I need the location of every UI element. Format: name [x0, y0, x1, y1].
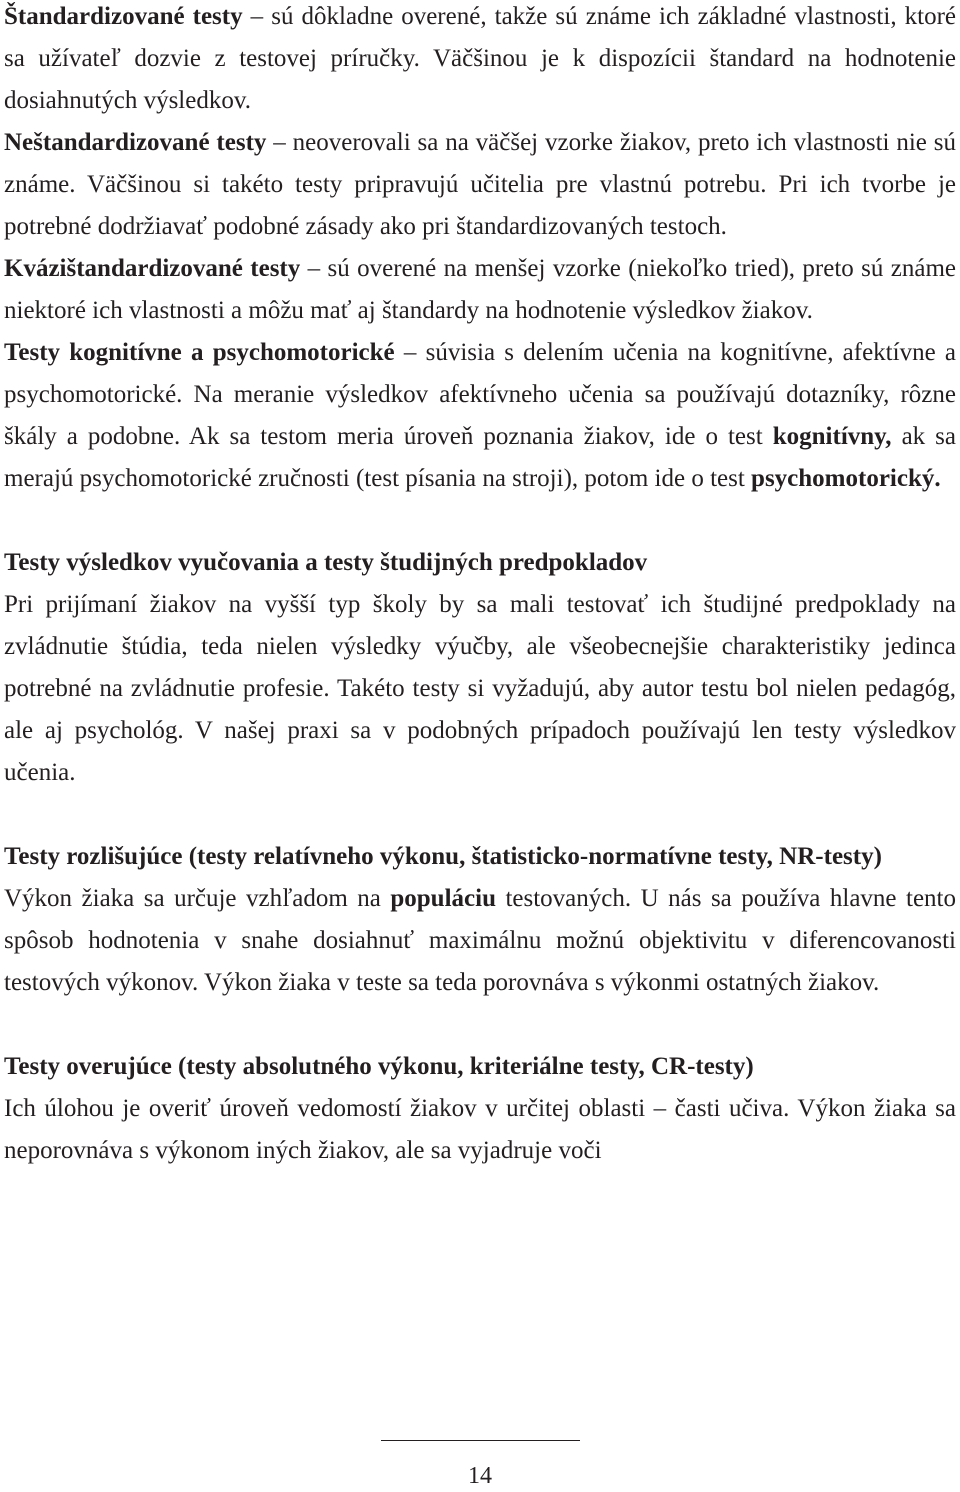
term-psychomotor-test: psychomotorický.: [751, 465, 941, 492]
paragraph-standardized: [4, 0, 956, 122]
text-discriminating-1: Výkon žiaka sa určuje vzhľadom na: [4, 885, 391, 912]
text-cognitive-1: – súvisia s delením učenia na kognitívne, afektívne a psychomotorické. Na meranie výsledkov afektívneho učenia sa používajú dotazníky, rôzne škály a podobne. Ak sa testom meria úroveň poznania žiakov, ide o test: [4, 339, 956, 450]
term-standardized: Štandardizované testy: [4, 3, 243, 30]
heading-discriminating-tests: Testy rozlišujúce (testy relatívneho výkonu, štatisticko-normatívne testy, NR-testy): [4, 843, 882, 870]
heading-results-tests: Testy výsledkov vyučovania a testy študijných predpokladov: [4, 549, 648, 576]
paragraph-discriminating-tests: [4, 878, 956, 1004]
term-cognitive-test: kognitívny,: [772, 423, 892, 450]
footer-rule: [381, 1440, 580, 1441]
term-quasistandardized: Kvázištandardizované testy: [4, 255, 301, 282]
paragraph-nonstandardized: [4, 122, 956, 248]
page-number: 14: [468, 1463, 492, 1489]
section-gap: [4, 1004, 956, 1046]
heading-verifying-tests: Testy overujúce (testy absolutného výkonu, kriteriálne testy, CR-testy): [4, 1053, 754, 1080]
section-gap: [4, 500, 956, 542]
text-quasistandardized: – sú overené na menšej vzorke (niekoľko tried), preto sú známe niektoré ich vlastnosti a môžu mať aj štandardy na hodnotenie výsledkov žiakov.: [4, 255, 957, 324]
page-body: [4, 0, 956, 1172]
paragraph-verifying-tests: Ich úlohou je overiť úroveň vedomostí žiakov v určitej oblasti – časti učiva. Výkon žiaka sa neporovnáva s výkonom iných žiakov, ale sa vyjadruje voči: [4, 1095, 956, 1164]
text-nonstandardized: – neoverovali sa na väčšej vzorke žiakov, preto ich vlastnosti nie sú známe. Väčšinou si takéto testy pripravujú učitelia pre vlastnú potrebu. Pri ich tvorbe je potrebné dodržiavať podobné zásady ako pri štandardizovaných testoch.: [4, 129, 956, 240]
term-nonstandardized: Neštandardizované testy: [4, 129, 267, 156]
text-cognitive-2: ak sa merajú psychomotorické zručnosti (test písania na stroji), potom ide o test: [4, 423, 957, 492]
term-population: populáciu: [390, 885, 496, 912]
text-standardized: – sú dôkladne overené, takže sú známe ich základné vlastnosti, ktoré sa užívateľ dozvie z testovej príručky. Väčšinou je k dispozícii štandard na hodnotenie dosiahnutých výsledkov.: [4, 3, 956, 114]
section-gap: [4, 794, 956, 836]
paragraph-results-tests: Pri prijímaní žiakov na vyšší typ školy by sa mali testovať ich študijné predpoklady na zvládnutie štúdia, teda nielen výsledky výučby, ale všeobecnejšie charakteristiky jedinca potrebné na zvládnutie profesie. Takéto testy si vyžadujú, aby autor testu bol nielen pedagóg, ale aj psychológ. V našej praxi sa v podobných prípadoch používajú len testy výsledkov učenia.: [4, 591, 956, 786]
text-discriminating-2: testovaných. U nás sa používa hlavne tento spôsob hodnotenia v snahe dosiahnuť maximálnu možnú objektivitu v diferencovanosti testových výkonov. Výkon žiaka v teste sa teda porovnáva s výkonmi ostatných žiakov.: [4, 885, 956, 996]
paragraph-quasistandardized: [4, 248, 956, 332]
paragraph-cognitive: [4, 332, 956, 500]
term-cognitive: Testy kognitívne a psychomotorické: [4, 339, 395, 366]
